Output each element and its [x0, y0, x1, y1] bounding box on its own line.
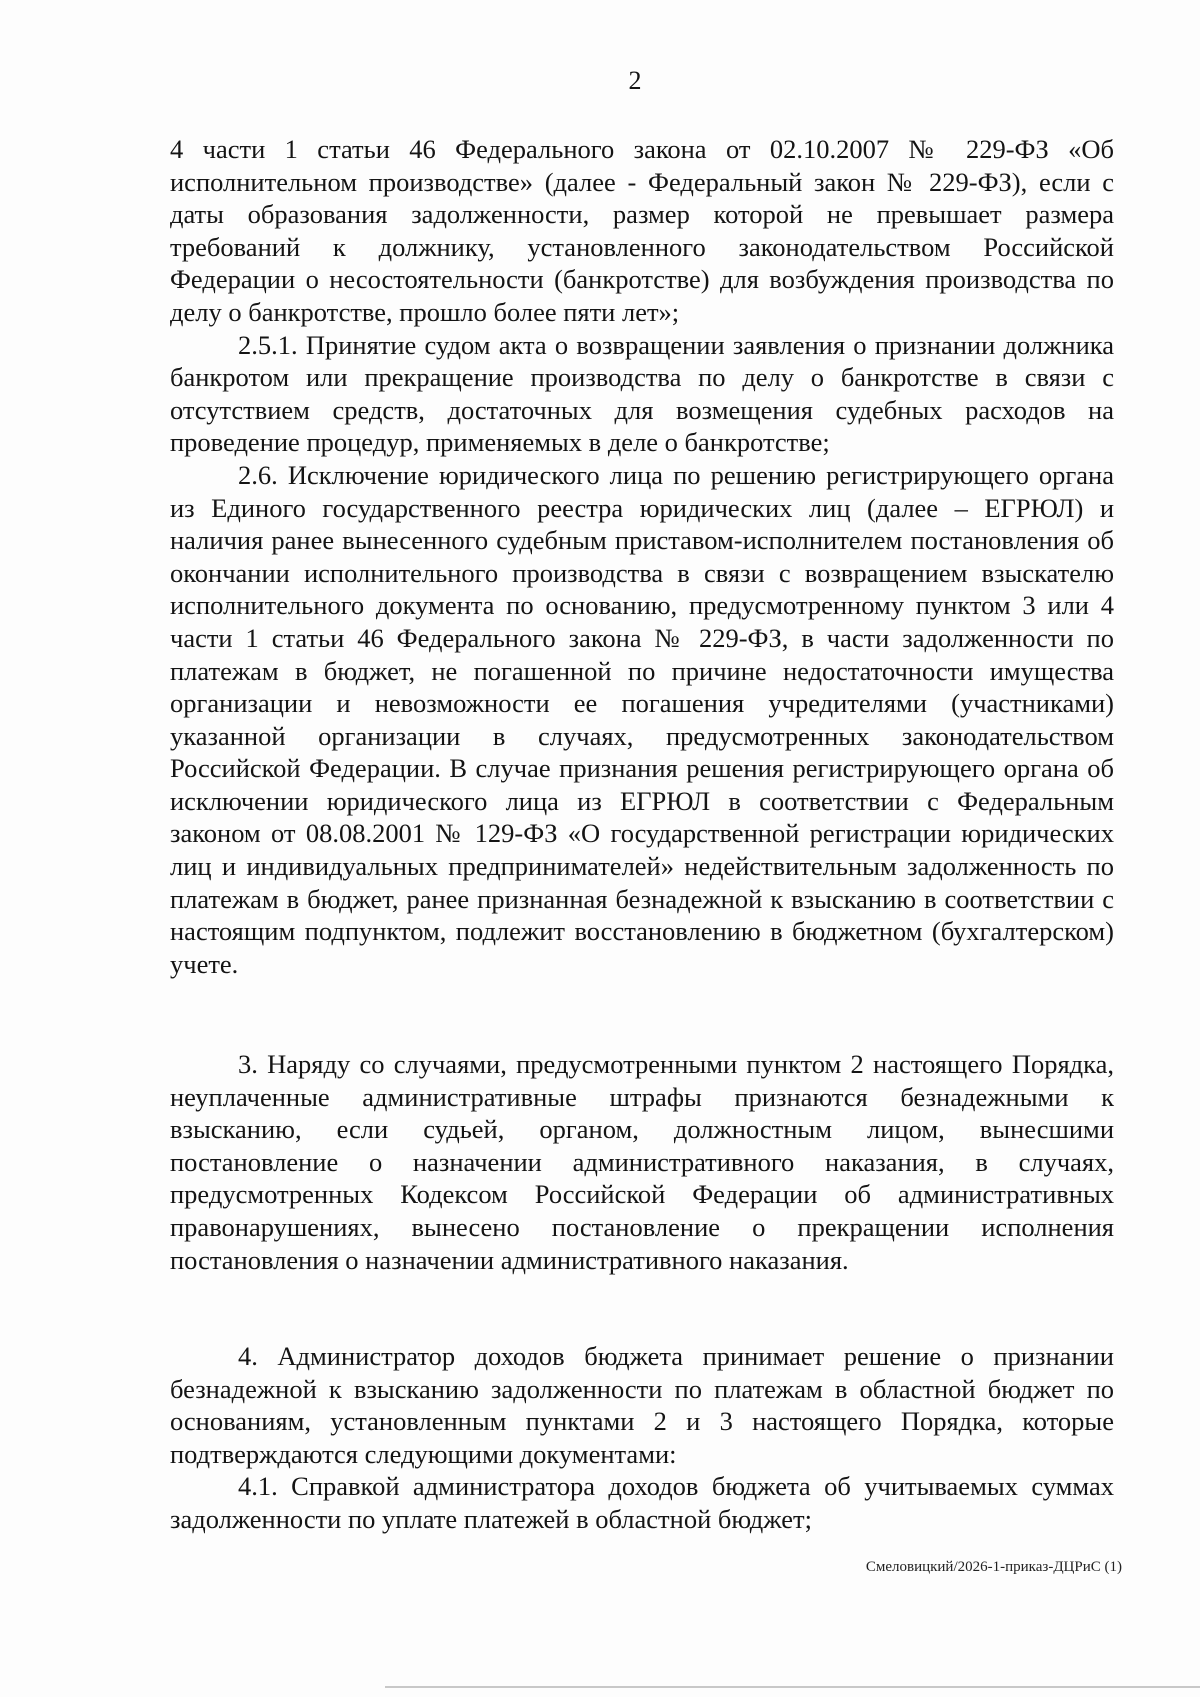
- scan-edge-line: [385, 1686, 1200, 1688]
- text-block-section-4: [170, 1340, 1114, 1536]
- text-block-continuation: [170, 133, 1114, 980]
- page-number: 2: [628, 66, 642, 95]
- paragraph-4: 4. Администратор доходов бюджета принимает решение о признании безнадежной к взысканию задолженности по платежам в областной бюджет по основаниям, установленным пунктами 2 и 3 настоящего Порядка, которые подтверждаются следующими документами:: [170, 1341, 1114, 1469]
- paragraph-2-6: 2.6. Исключение юридического лица по решению регистрирующего органа из Единого государственного реестра юридических лиц (далее – ЕГРЮЛ) и наличия ранее вынесенного судебным приставом-исполнителем постановления об окончании исполнительного производства в связи с возвращением взыскателю исполнительного документа по основанию, предусмотренному пунктом 3 или 4 части 1 статьи 46 Федерального закона № 229-ФЗ, в части задолженности по платежам в бюджет, не погашенной по причине недостаточности имущества организации и невозможности ее погашения учредителями (участниками) указанной организации в случаях, предусмотренных законодательством Российской Федерации. В случае признания решения регистрирующего органа об исключении юридического лица из ЕГРЮЛ в соответствии с Федеральным законом от 08.08.2001 № 129-ФЗ «О государственной регистрации юридических лиц и индивидуальных предпринимателей» недействительным задолженность по платежам в бюджет, ранее признанная безнадежной к взысканию в соответствии с настоящим подпунктом, подлежит восстановлению в бюджетном (бухгалтерском) учете.: [170, 459, 1114, 979]
- text-block-section-3: [170, 1048, 1114, 1276]
- document-footer-reference: Смеловицкий/2026-1-приказ-ДЦРиС (1): [865, 1559, 1122, 1575]
- paragraph-2-5-1: 2.5.1. Принятие судом акта о возвращении заявления о признании должника банкротом или прекращение производства по делу о банкротстве в связи с отсутствием средств, достаточных для возмещения судебных расходов на проведение процедур, применяемых в деле о банкротстве;: [170, 329, 1114, 458]
- paragraph-4-1: 4.1. Справкой администратора доходов бюджета об учитываемых суммах задолженности по уплате платежей в областной бюджет;: [170, 1471, 1114, 1534]
- paragraph-continuation-article-46: 4 части 1 статьи 46 Федерального закона от 02.10.2007 № 229-ФЗ «Об исполнительном производстве» (далее - Федеральный закон № 229-ФЗ), если с даты образования задолженности, размер которой не превышает размера требований к должнику, установленного законодательством Российской Федерации о несостоятельности (банкротстве) для возбуждения производства по делу о банкротстве, прошло более пяти лет»;: [170, 134, 1114, 327]
- paragraph-3: 3. Наряду со случаями, предусмотренными пунктом 2 настоящего Порядка, неуплаченные административные штрафы признаются безнадежными к взысканию, если судьей, органом, должностным лицом, вынесшими постановление о назначении административного наказания, в случаях, предусмотренных Кодексом Российской Федерации об административных правонарушениях, вынесено постановление о прекращении исполнения постановления о назначении административного наказания.: [170, 1049, 1114, 1275]
